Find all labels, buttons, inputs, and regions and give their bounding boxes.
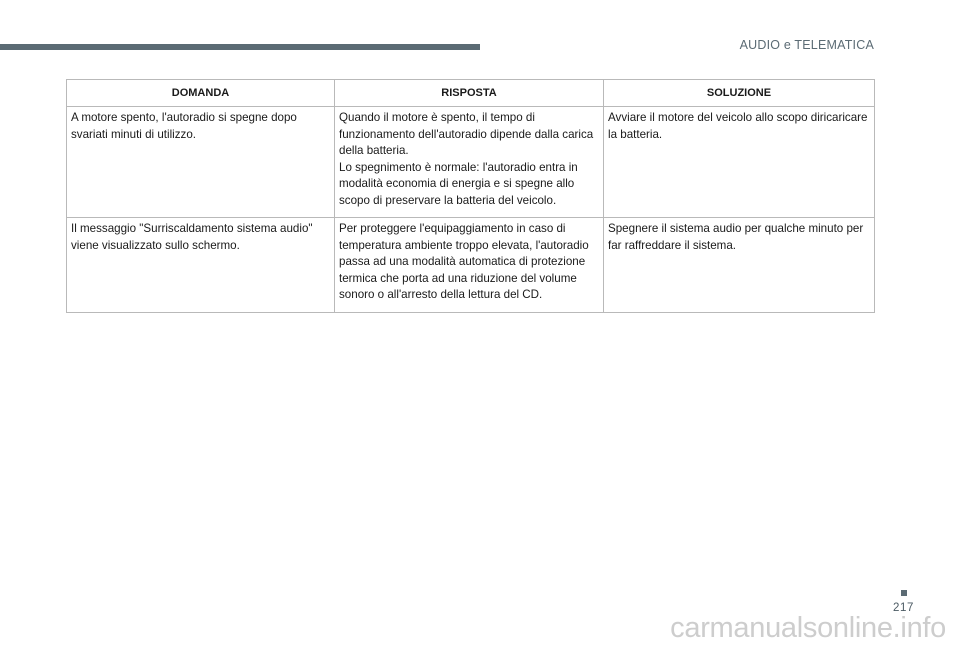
- faq-table: [66, 79, 875, 313]
- page-number: 217: [893, 602, 914, 614]
- page-marker-square: [901, 590, 907, 596]
- answer-paragraph: Lo spegnimento è normale: l'autoradio entra in modalità economia di energia e si spegne allo scopo di preservare la batteria del veicolo.: [339, 160, 578, 207]
- column-header-domanda: DOMANDA: [67, 80, 335, 107]
- column-header-soluzione: SOLUZIONE: [604, 80, 875, 107]
- answer-cell: [335, 107, 604, 218]
- table-header-row: [67, 80, 875, 107]
- header-accent-bar: [0, 44, 480, 50]
- question-cell: A motore spento, l'autoradio si spegne dopo svariati minuti di utilizzo.: [67, 107, 335, 218]
- solution-cell: Avviare il motore del veicolo allo scopo diricaricare la batteria.: [604, 107, 875, 218]
- watermark: carmanualsonline.info: [670, 612, 946, 644]
- answer-cell: [335, 218, 604, 313]
- solution-cell: Spegnere il sistema audio per qualche minuto per far raffreddare il sistema.: [604, 218, 875, 313]
- section-title: AUDIO e TELEMATICA: [739, 38, 874, 52]
- table-row: [67, 218, 875, 313]
- answer-paragraph: Quando il motore è spento, il tempo di funzionamento dell'autoradio dipende dalla carica della batteria.: [339, 111, 594, 157]
- question-cell: Il messaggio "Surriscaldamento sistema audio" viene visualizzato sullo schermo.: [67, 218, 335, 313]
- answer-paragraph: Per proteggere l'equipaggiamento in caso di temperatura ambiente troppo elevata, l'autoradio passa ad una modalità automatica di protezione termica che porta ad una riduzione del volume sonoro o all'arresto della lettura del CD.: [339, 222, 589, 301]
- column-header-risposta: RISPOSTA: [335, 80, 604, 107]
- table-row: [67, 107, 875, 218]
